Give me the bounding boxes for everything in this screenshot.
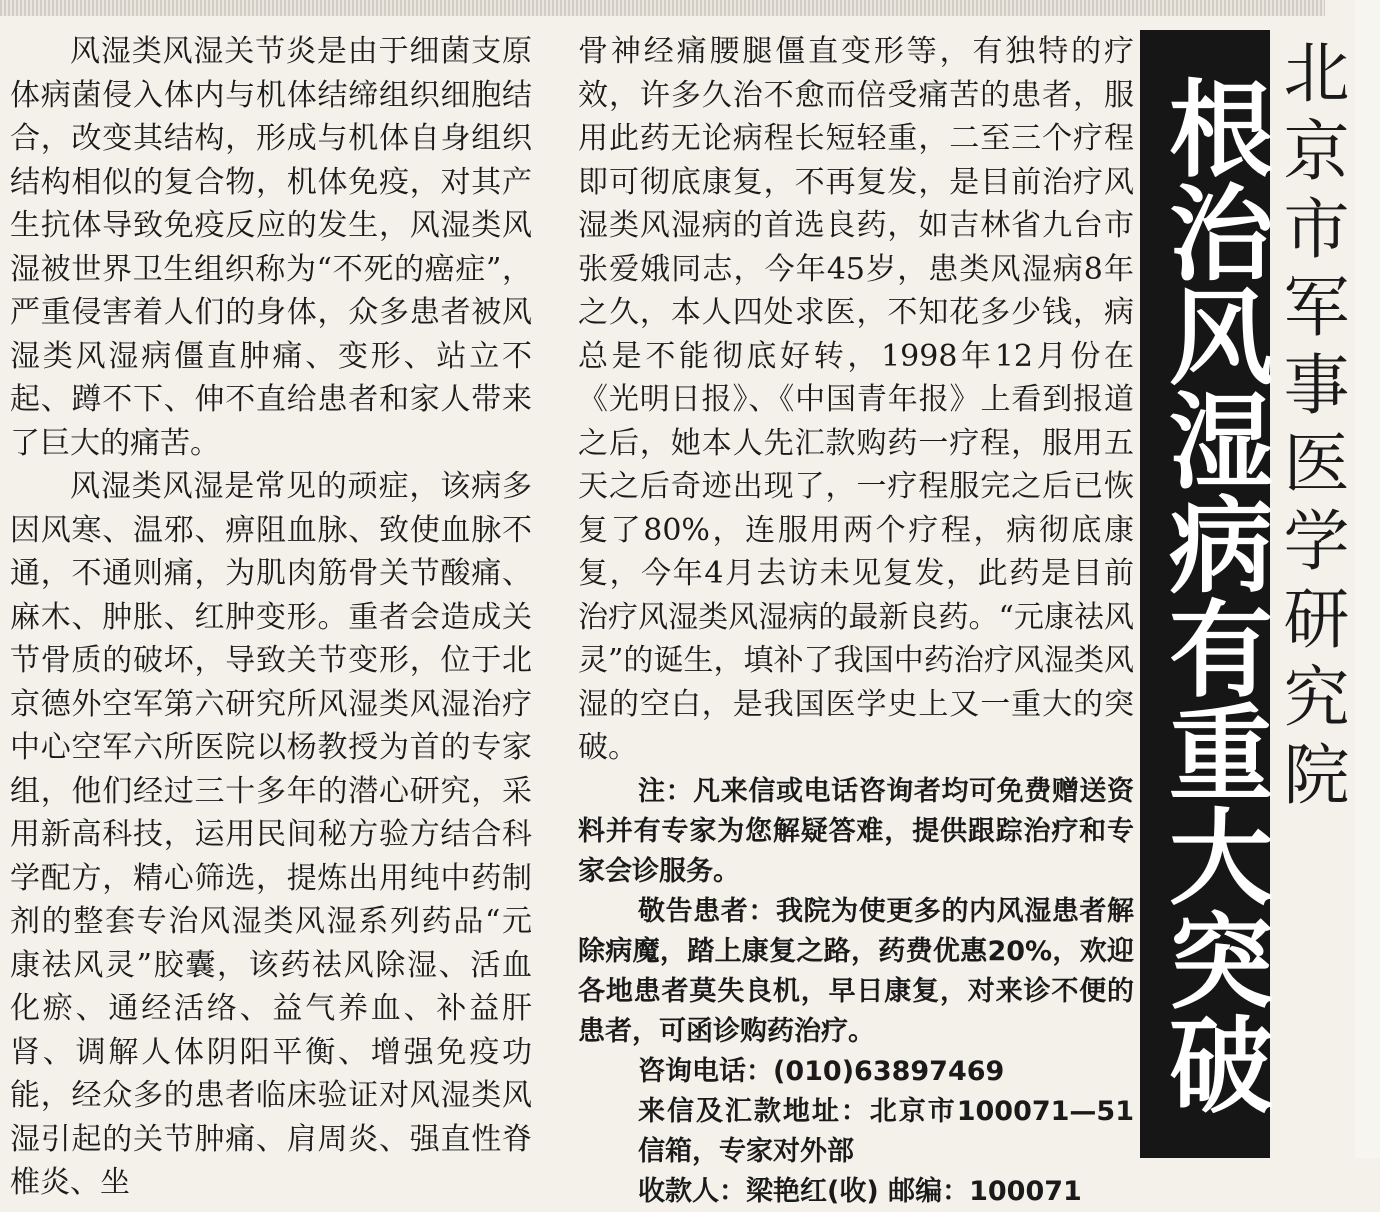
patient-notice: 敬告患者：我院为使更多的内风湿患者解除病魔，踏上康复之路，药费优惠20%，欢迎各地患者莫失良机，早日康复，对来诊不便的患者，可函诊购药治疗。 — [578, 895, 1134, 1047]
payee-postcode: 收款人：梁艳红(收) 邮编：100071 — [638, 1175, 1082, 1207]
top-edge-strip — [0, 0, 1325, 16]
free-consultation-note: 注：凡来信或电话咨询者均可免费赠送资料并有专家为您解疑答难，提供跟踪治疗和专家会诊服务。 — [578, 775, 1134, 887]
headline: 根治风湿病有重大突破 — [1151, 75, 1273, 1115]
mail-address: 来信及汇款地址：北京市100071—51信箱，专家对外部 — [638, 1095, 1134, 1167]
column1-paragraph-2: 风湿类风湿是常见的顽症，该病多因风寒、温邪、痹阻血脉、致使血脉不通，不通则痛，为肌肉筋骨关节酸痛、麻木、肿胀、红肿变形。重者会造成关节骨质的破坏，导致关节变形，位于北京德外空军第六研究所风湿类风湿治疗中心空军六所医院以杨教授为首的专家组，他们经过三十多年的潜心研究，采用新高科技，运用民间秘方验方结合科学配方，精心筛选，提炼出用纯中药制剂的整套专治风湿类风湿系列药品“元康祛风灵”胶囊，该药祛风除湿、活血化瘀、通经活络、益气养血、补益肝肾、调解人体阴阳平衡、增强免疫功能，经众多的患者临床验证对风湿类风湿引起的关节肿痛、肩周炎、强直性脊椎炎、坐 — [10, 469, 532, 1200]
article-column-2 — [578, 30, 1134, 1212]
right-margin — [1355, 0, 1380, 1158]
column1-paragraph-1: 风湿类风湿关节炎是由于细菌支原体病菌侵入体内与机体结缔组织细胞结合，改变其结构，形成与机体自身组织结构相似的复合物，机体免疫，对其产生抗体导致免疫反应的发生，风湿类风湿被世界卫生组织称为“不死的癌症”，严重侵害着人们的身体，众多患者被风湿类风湿病僵直肿痛、变形、站立不起、蹲不下、伸不直给患者和家人带来了巨大的痛苦。 — [10, 34, 532, 461]
column2-paragraph-1: 骨神经痛腰腿僵直变形等，有独特的疗效，许多久治不愈而倍受痛苦的患者，服用此药无论病程长短轻重，二至三个疗程即可彻底康复，不再复发，是目前治疗风湿类风湿病的首选良药，如吉林省九台市张爱娥同志，今年45岁，患类风湿病8年之久，本人四处求医，不知花多少钱，病总是不能彻底好转，1998年12月份在《光明日报》、《中国青年报》上看到报道之后，她本人先汇款购药一疗程，服用五天之后奇迹出现了，一疗程服完之后已恢复了80%，连服用两个疗程，病彻底康复，今年4月去访未见复发，此药是目前治疗风湿类风湿病的最新良药。“元康祛风灵”的诞生，填补了我国中药治疗风湿类风湿的空白，是我国医学史上又一重大的突破。 — [578, 34, 1134, 765]
article-column-1 — [10, 30, 532, 1205]
institution-title: 北京市军事医学研究院 — [1272, 38, 1349, 818]
contact-info — [578, 1052, 1134, 1212]
consult-phone: 咨询电话：(010)63897469 — [638, 1055, 1005, 1087]
